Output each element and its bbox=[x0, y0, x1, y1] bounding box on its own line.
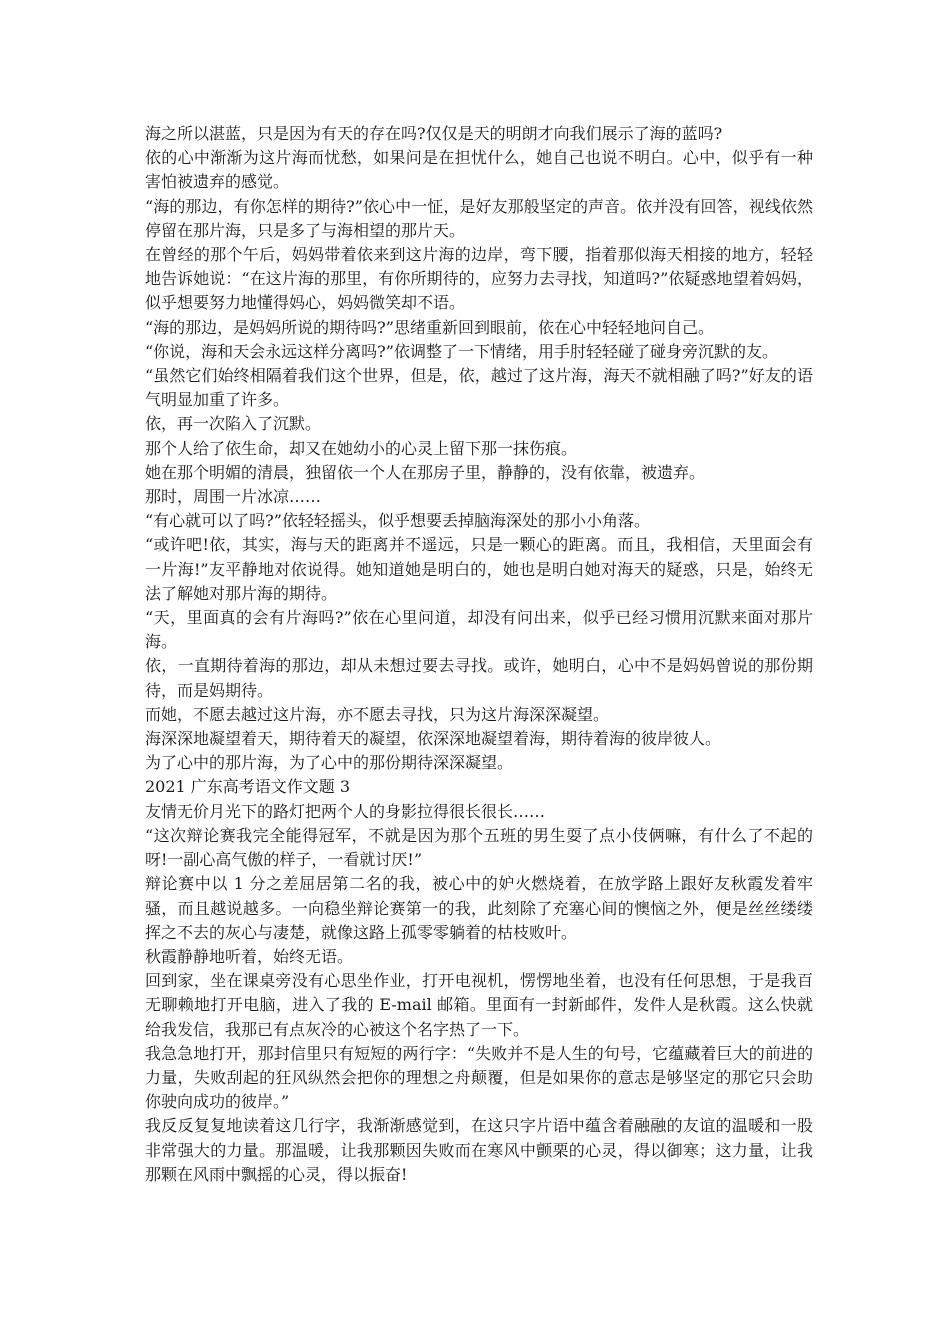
paragraph: 友情无价月光下的路灯把两个人的身影拉得很长很长…… bbox=[145, 801, 546, 821]
paragraph: “天，里面真的会有片海吗?”依在心里问道，却没有问出来，似乎已经习惯用沉默来面对那片海。 bbox=[145, 608, 813, 652]
document-page bbox=[145, 122, 813, 1187]
paragraph: 那时，周围一片冰凉…… bbox=[145, 487, 322, 507]
paragraph: 回到家，坐在课桌旁没有心思坐作业，打开电视机，愣愣地坐着，也没有任何思想，于是我百无聊赖地打开电脑，进入了我的 E-mail 邮箱。里面有一封新邮件，发件人是秋霞。这么快就给我发信，我那已有点灰冷的心被这个名字热了一下。 bbox=[145, 971, 813, 1039]
paragraph: “虽然它们始终相隔着我们这个世界，但是，依，越过了这片海，海天不就相融了吗?”好友的语气明显加重了许多。 bbox=[145, 366, 813, 410]
paragraph: “有心就可以了吗?”依轻轻摇头，似乎想要丢掉脑海深处的那小小角落。 bbox=[145, 511, 650, 531]
paragraph: 她在那个明媚的清晨，独留依一个人在那房子里，静静的，没有依靠，被遗弃。 bbox=[145, 462, 706, 482]
paragraph: 我急急地打开，那封信里只有短短的两行字：“失败并不是人生的句号，它蕴藏着巨大的前进的力量，失败刮起的狂风纵然会把你的理想之舟颠覆，但是如果你的意志是够坚定的那它只会助你驶向成功的彼岸。” bbox=[145, 1043, 813, 1112]
paragraph: 依的心中渐渐为这片海而忧愁，如果问是在担忧什么，她自己也说不明白。心中，似乎有一种害怕被遗弃的感觉。 bbox=[145, 148, 813, 192]
paragraph: “海的那边，有你怎样的期待?”依心中一怔，是好友那般坚定的声音。依并没有回答，视线依然停留在那片海，只是多了与海相望的那片天。 bbox=[145, 196, 813, 240]
paragraph: 为了心中的那片海，为了心中的那份期待深深凝望。 bbox=[145, 753, 514, 773]
paragraph: 秋霞静静地听着，始终无语。 bbox=[145, 946, 354, 966]
paragraph: 我反反复复地读着这几行字，我渐渐感觉到，在这只字片语中蕴含着融融的友谊的温暖和一股非常强大的力量。那温暖，让我那颗因失败而在寒风中颤栗的心灵，得以御寒；这力量，让我那颗在风雨中飘摇的心灵，得以振奋! bbox=[145, 1116, 813, 1184]
paragraph: “或许吧!依，其实，海与天的距离并不遥远，只是一颗心的距离。而且，我相信，天里面会有一片海!”友平静地对依说得。她知道她是明白的，她也是明白她对海天的疑惑，只是，始终无法了解她对那片海的期待。 bbox=[145, 535, 813, 603]
paragraph: 那个人给了依生命，却又在她幼小的心灵上留下那一抹伤痕。 bbox=[145, 438, 578, 458]
paragraph: 而她，不愿去越过这片海，亦不愿去寻找，只为这片海深深凝望。 bbox=[145, 704, 610, 724]
section-heading: 2021 广东高考语文作文题 3 bbox=[145, 777, 351, 797]
paragraph: 依，再一次陷入了沉默。 bbox=[145, 414, 322, 434]
paragraph: 在曾经的那个午后，妈妈带着依来到这片海的边岸，弯下腰，指着那似海天相接的地方，轻轻地告诉她说：“在这片海的那里，有你所期待的，应努力去寻找，知道吗?”依疑惑地望着妈妈，似乎想要努力地懂得妈心，妈妈微笑却不语。 bbox=[145, 245, 813, 313]
paragraph: 依，一直期待着海的那边，却从未想过要去寻找。或许，她明白，心中不是妈妈曾说的那份期待，而是妈期待。 bbox=[145, 656, 813, 700]
paragraph: “你说，海和天会永远这样分离吗?”依调整了一下情绪，用手肘轻轻碰了碰身旁沉默的友。 bbox=[145, 341, 778, 361]
paragraph: 海深深地凝望着天，期待着天的凝望，依深深地凝望着海，期待着海的彼岸彼人。 bbox=[145, 729, 722, 749]
paragraph: 辩论赛中以 1 分之差屈居第二名的我，被心中的妒火燃烧着，在放学路上跟好友秋霞发着牢骚，而且越说越多。一向稳坐辩论赛第一的我，此刻除了充塞心间的懊恼之外，便是丝丝缕缕挥之不去的灰心与凄楚，就像这路上孤零零躺着的枯枝败叶。 bbox=[145, 874, 813, 942]
paragraph: “海的那边，是妈妈所说的期待吗?”思绪重新回到眼前，依在心中轻轻地问自己。 bbox=[145, 317, 714, 337]
paragraph: “这次辩论赛我完全能得冠军，不就是因为那个五班的男生耍了点小伎俩嘛，有什么了不起的呀!一副心高气傲的样子，一看就讨厌!” bbox=[145, 825, 813, 870]
paragraph: 海之所以湛蓝，只是因为有天的存在吗?仅仅是天的明朗才向我们展示了海的蓝吗? bbox=[145, 124, 723, 143]
